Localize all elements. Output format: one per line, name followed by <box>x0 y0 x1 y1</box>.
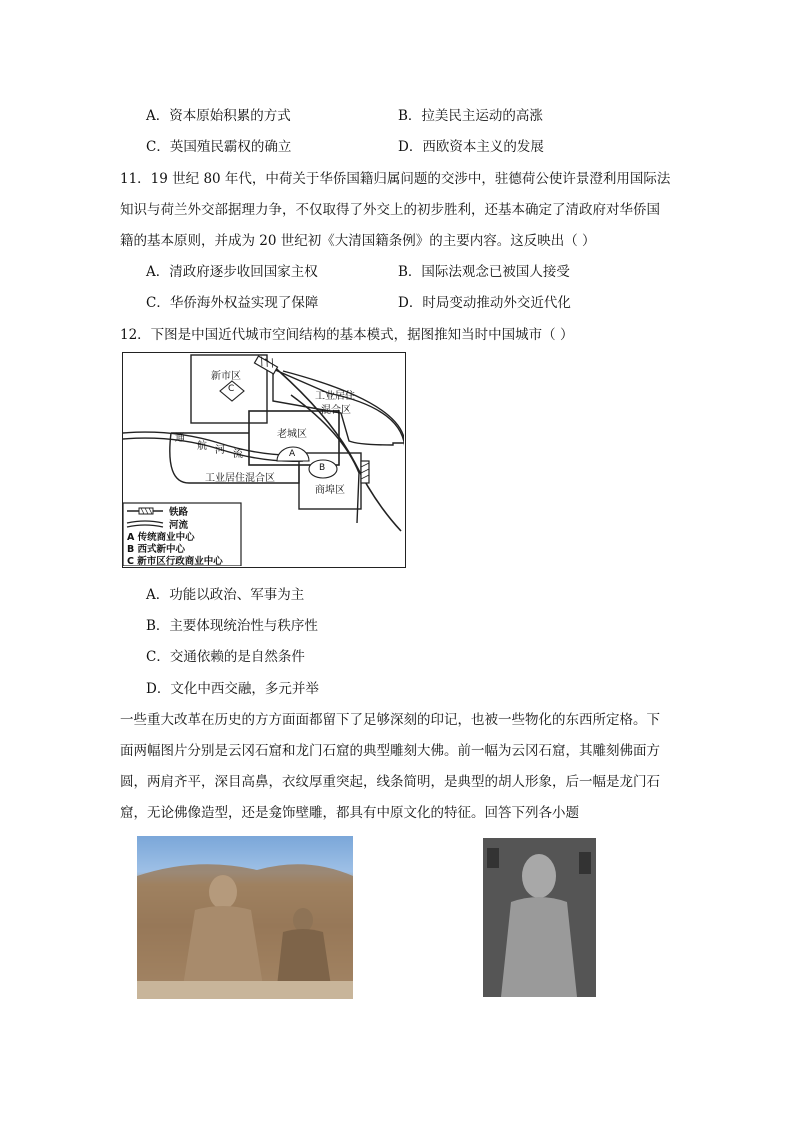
label-industrial-1b: 混合区 <box>321 405 351 416</box>
label-new-district: 新市区 <box>211 371 241 382</box>
label-marker-a: A <box>289 449 296 459</box>
q12-option-d: D．文化中西交融，多元并举 <box>146 681 319 697</box>
q10-option-d: D．西欧资本主义的发展 <box>398 139 544 155</box>
passage-line1: 一些重大改革在历史的方方面面都留下了足够深刻的印记，也被一些物化的东西所定格。下 <box>120 712 660 728</box>
label-industrial-2: 工业居住混合区 <box>205 473 275 484</box>
q12-stem: 12．下图是中国近代城市空间结构的基本模式，据图推知当时中国城市（ ） <box>120 327 574 343</box>
passage-line3: 圆，两肩齐平，深目高鼻，衣纹厚重突起，线条简明，是典型的胡人形象，后一幅是龙门石 <box>120 774 660 790</box>
legend-b: B 西式新中心 <box>127 544 186 555</box>
legend-c: C 新市区行政商业中心 <box>127 556 223 567</box>
longmen-buddha-photo <box>483 838 596 997</box>
legend-railway: 铁路 <box>169 507 189 518</box>
q12-option-c: C．交通依赖的是自然条件 <box>146 649 305 665</box>
label-port-district: 商埠区 <box>315 485 345 496</box>
legend-a: A 传统商业中心 <box>127 532 195 543</box>
label-canal-3: 河 <box>215 445 225 456</box>
q11-stem-line1: 11．19 世纪 80 年代，中荷关于华侨国籍归属问题的交涉中，驻德荷公使许景澄利用国际法 <box>120 171 671 187</box>
railway-station-top <box>254 356 277 374</box>
label-old-city: 老城区 <box>277 429 307 440</box>
river-line-top <box>123 432 303 455</box>
q11-stem-line3: 籍的基本原则，并成为 20 世纪初《大清国籍条例》的主要内容。这反映出（ ） <box>120 233 596 249</box>
q12-option-b: B．主要体现统治性与秩序性 <box>146 618 318 634</box>
q10-option-c: C．英国殖民霸权的确立 <box>146 139 292 155</box>
passage-line2: 面两幅图片分别是云冈石窟和龙门石窟的典型雕刻大佛。前一幅为云冈石窟，其雕刻佛面方 <box>120 743 660 759</box>
city-structure-map <box>122 352 406 568</box>
q11-option-a: A．清政府逐步收回国家主权 <box>146 264 318 280</box>
label-canal-2: 航 <box>197 441 207 452</box>
label-industrial-1a: 工业居住 <box>315 391 355 402</box>
label-canal-4: 流 <box>233 449 243 460</box>
q11-option-b: B．国际法观念已被国人接受 <box>398 264 570 280</box>
q11-option-c: C．华侨海外权益实现了保障 <box>146 295 319 311</box>
q10-option-a: A．资本原始积累的方式 <box>146 108 291 124</box>
yungang-buddha-photo <box>137 836 353 999</box>
q11-stem-line2: 知识与荷兰外交部据理力争，不仅取得了外交上的初步胜利，还基本确定了清政府对华侨国 <box>120 202 660 218</box>
label-marker-c: C <box>228 384 235 394</box>
legend-river: 河流 <box>169 520 189 531</box>
label-marker-b: B <box>319 463 326 473</box>
q10-option-b: B．拉美民主运动的高涨 <box>398 108 543 124</box>
passage-line4: 窟，无论佛像造型，还是龛饰壁雕，都具有中原文化的特征。回答下列各小题 <box>120 805 579 821</box>
q12-option-a: A．功能以政治、军事为主 <box>146 587 305 603</box>
label-canal-1: 通 <box>175 433 185 444</box>
q11-option-d: D．时局变动推动外交近代化 <box>398 295 571 311</box>
